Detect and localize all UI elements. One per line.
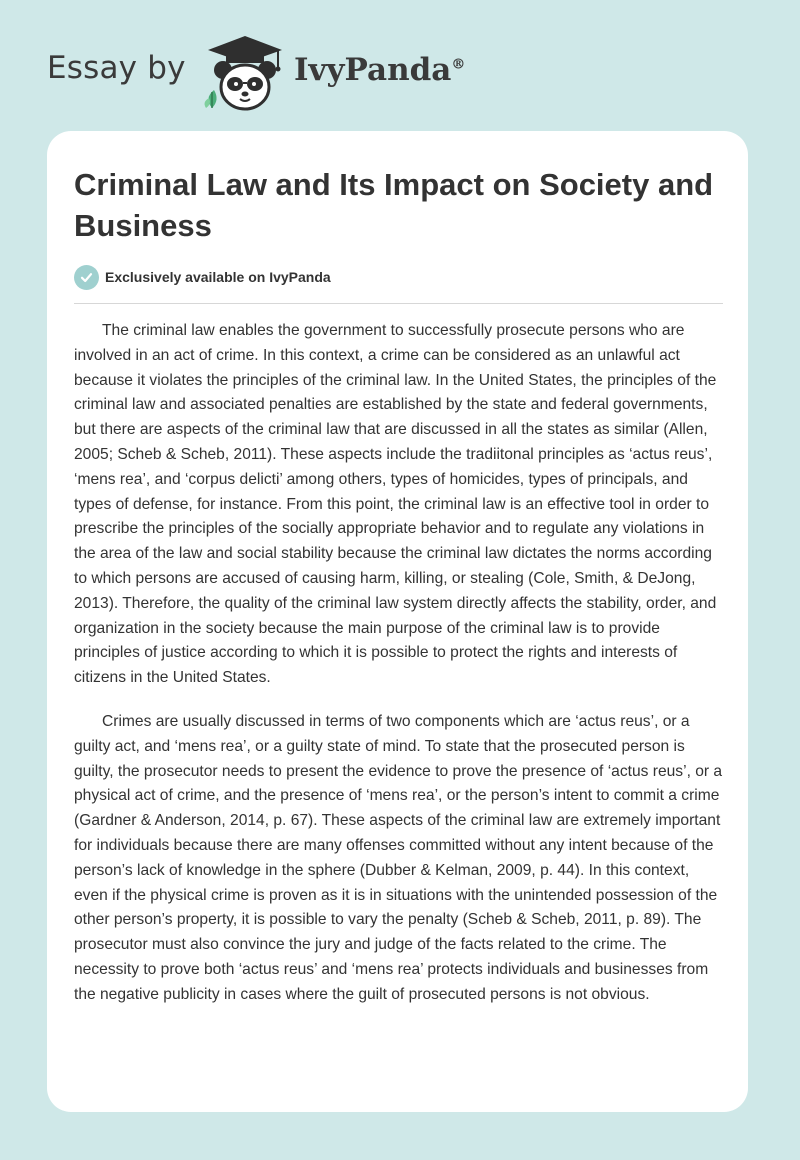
essay-body: [74, 319, 725, 1027]
checkmark-icon: [74, 265, 99, 290]
site-header: [0, 0, 800, 130]
paragraph: The criminal law enables the government to successfully prosecute persons who are involved in an act of crime. In this context, a crime can be considered as an unlawful act because it violates the principles of the criminal law. In the United States, the principles of the criminal law and associated penalties are established by the state and federal governments, but there are aspects of the criminal law that are discussed in all the states as similar (Allen, 2005; Scheb & Scheb, 2011). These aspects include the tradiitonal principles as ‘actus reus’, ‘mens rea’, and ‘corpus delicti’ among others, types of homicides, types of principals, and types of defense, for instance. From this point, the criminal law is an effective tool in order to prescribe the principles of the socially appropriate behavior and to regulate any violations in the area of the law and social stability because the criminal law dictates the norms according to which persons are accused of causing harm, killing, or stealing (Cole, Smith, & DeJong, 2013). Therefore, the quality of the criminal law system directly affects the stability, order, and organization in the society because the main purpose of the criminal law is to provide principles of justice according to which it is possible to protect the rights and interests of citizens in the United States.: [74, 322, 717, 687]
brand-name[interactable]: [294, 52, 465, 88]
essay-title: Criminal Law and Its Impact on Society and Business: [74, 167, 714, 243]
ivypanda-logo-icon[interactable]: [200, 32, 290, 112]
trademark-symbol: ®: [451, 56, 466, 73]
paragraph: Crimes are usually discussed in terms of two components which are ‘actus reus’, or a guilty act, and ‘mens rea’, or a guilty state of mind. To state that the prosecuted person is guilty, the prosecutor needs to present the evidence to prove the presence of ‘actus reus’, or a physical act of crime, and the presence of ‘mens rea’, or the person’s intent to commit a crime (Gardner & Anderson, 2014, p. 67). These aspects of the criminal law are extremely important for individuals because there are many offenses committed without any intent because of the person’s lack of knowledge in the sphere (Dubber & Kelman, 2009, p. 44). In this context, even if the physical crime is proven as it is in situations with the unintended possession of the other person’s property, it is possible to vary the penalty (Scheb & Scheb, 2011, p. 89). The prosecutor must also convince the jury and judge of the facts related to the crime. The necessity to prove both ‘actus reus’ and ‘mens rea’ protects individuals and businesses from the negative publicity in cases where the guilt of prosecuted persons is not obvious.: [74, 712, 723, 1003]
brand-text: IvyPanda: [294, 52, 452, 88]
essay-by-label: Essay by: [47, 50, 186, 86]
exclusive-badge: [74, 264, 331, 290]
exclusive-badge-label: Exclusively available on IvyPanda: [105, 269, 331, 285]
essay-card: [47, 131, 748, 1112]
divider: [74, 303, 723, 304]
